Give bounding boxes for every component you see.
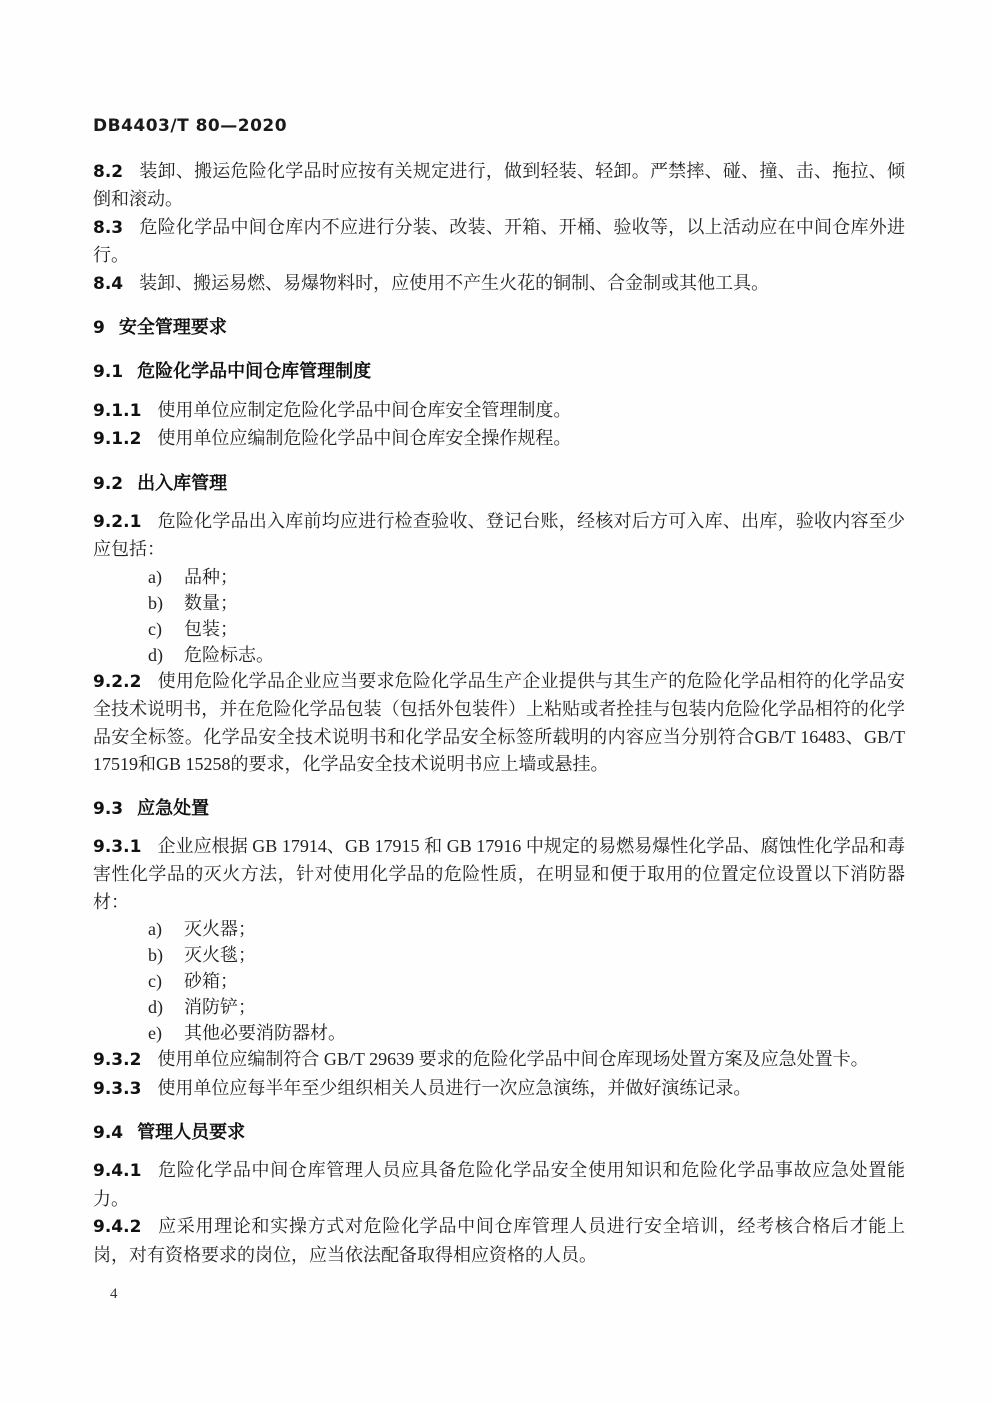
- clause-9-4-2: [93, 1213, 905, 1269]
- clause-9-3-1: [93, 833, 905, 916]
- clause-number: 9.4.2: [93, 1217, 142, 1238]
- page-number: 4: [110, 1286, 118, 1302]
- clause-text: 使用单位应编制符合 GB/T 29639 要求的危险化学品中间仓库现场处置方案及应急处置卡。: [157, 1049, 869, 1070]
- heading-9-2: [93, 470, 905, 498]
- clause-8-4: [93, 270, 905, 298]
- heading-9: [93, 314, 905, 342]
- list-item-label: b): [148, 945, 163, 966]
- heading-text: 管理人员要求: [137, 1121, 246, 1143]
- clause-9-4-1: [93, 1157, 905, 1213]
- list-item-text: 消防铲；: [184, 997, 256, 1018]
- list-item-c: [93, 968, 905, 994]
- list-item-text: 危险标志。: [184, 644, 274, 665]
- list-item-label: d): [148, 997, 163, 1018]
- clause-text: 危险化学品出入库前均应进行检查验收、登记台账，经核对后方可入库、出库，验收内容至少应包括：: [93, 511, 905, 560]
- list-item-label: c): [148, 971, 162, 992]
- clause-number: 9.1.2: [93, 429, 142, 450]
- clause-number: 9.1.1: [93, 400, 142, 421]
- list-item-d: [93, 642, 905, 668]
- clause-text: 使用单位应每半年至少组织相关人员进行一次应急演练，并做好演练记录。: [157, 1077, 752, 1098]
- list-item-label: a): [148, 566, 162, 587]
- clause-8-2: [93, 158, 905, 214]
- list-item-text: 灭火器；: [184, 919, 256, 940]
- list-item-c: [93, 616, 905, 642]
- clause-text: 装卸、搬运危险化学品时应按有关规定进行，做到轻装、轻卸。严禁摔、碰、撞、击、拖拉、倾倒和滚动。: [93, 161, 905, 210]
- list-item-b: [93, 590, 905, 616]
- clause-number: 8.4: [93, 273, 124, 294]
- clause-text: 装卸、搬运易燃、易爆物料时，应使用不产生火花的铜制、合金制或其他工具。: [139, 272, 770, 293]
- clause-number: 9.2.1: [93, 512, 142, 533]
- list-item-text: 包装；: [184, 618, 238, 639]
- clause-number: 9.2.2: [93, 671, 142, 692]
- list-item-text: 其他必要消防器材。: [184, 1023, 346, 1044]
- list-item-b: [93, 942, 905, 968]
- list-item-text: 灭火毯；: [184, 945, 256, 966]
- heading-number: 9.3: [93, 798, 124, 819]
- clause-number: 9.4.1: [93, 1161, 142, 1182]
- list-item-text: 数量；: [184, 592, 238, 613]
- heading-text: 安全管理要求: [118, 317, 227, 339]
- list-item-label: c): [148, 618, 162, 639]
- clause-9-2-1: [93, 508, 905, 564]
- clause-9-1-2: [93, 425, 905, 453]
- list-item-label: b): [148, 592, 163, 613]
- clause-number: 8.2: [93, 162, 124, 182]
- clause-text: 应采用理论和实操方式对危险化学品中间仓库管理人员进行安全培训，经考核合格后才能上岗，对有资格要求的岗位，应当依法配备取得相应资格的人员。: [93, 1216, 905, 1265]
- heading-9-4: [93, 1119, 905, 1147]
- heading-number: 9.1: [93, 362, 124, 383]
- clause-number: 9.3.3: [93, 1078, 142, 1099]
- list-item-text: 砂箱；: [184, 971, 238, 992]
- list-item-a: [93, 916, 905, 942]
- heading-9-3: [93, 795, 905, 823]
- clause-text: 企业应根据 GB 17914、GB 17915 和 GB 17916 中规定的易燃易爆性化学品、腐蚀性化学品和毒害性化学品的灭火方法，针对使用化学品的危险性质，在明显和便于取用的位置定位设置以下消防器材：: [93, 835, 905, 912]
- list-item-text: 品种；: [184, 566, 238, 587]
- clause-text: 危险化学品中间仓库内不应进行分装、改装、开箱、开桶、验收等，以上活动应在中间仓库外进行。: [93, 216, 905, 266]
- clause-9-3-3: [93, 1075, 905, 1103]
- heading-number: 9: [93, 318, 105, 339]
- clause-9-2-2: [93, 668, 905, 779]
- list-item-e: [93, 1020, 905, 1046]
- clause-number: 8.3: [93, 217, 124, 238]
- clause-number: 9.3.1: [93, 836, 142, 857]
- clause-9-3-2: [93, 1046, 905, 1074]
- clause-9-1-1: [93, 397, 905, 425]
- clause-text: 使用单位应制定危险化学品中间仓库安全管理制度。: [157, 399, 572, 420]
- list-item-label: e): [148, 1023, 162, 1044]
- document-header: DB4403/T 80—2020: [93, 116, 288, 136]
- heading-text: 应急处置: [137, 797, 210, 819]
- heading-text: 危险化学品中间仓库管理制度: [137, 361, 372, 383]
- clause-8-3: [93, 214, 905, 270]
- list-item-a: [93, 564, 905, 590]
- heading-text: 出入库管理: [137, 472, 228, 494]
- clause-number: 9.3.2: [93, 1050, 142, 1071]
- list-item-d: [93, 994, 905, 1020]
- list-item-label: d): [148, 644, 163, 665]
- clause-text: 危险化学品中间仓库管理人员应具备危险化学品安全使用知识和危险化学品事故应急处置能力。: [93, 1160, 905, 1209]
- document-body: [93, 158, 905, 1269]
- clause-text: 使用危险化学品企业应当要求危险化学品生产企业提供与其生产的危险化学品相符的化学品安全技术说明书，并在危险化学品包装（包括外包装件）上粘贴或者拴挂与包装内危险化学品相符的化学品安全标签。化学品安全技术说明书和化学品安全标签所载明的内容应当分别符合GB/T 16483、GB/T 17519和GB 15258的要求，化学品安全技术说明书应上墙或悬挂。: [93, 670, 905, 775]
- heading-number: 9.4: [93, 1122, 124, 1143]
- clause-text: 使用单位应编制危险化学品中间仓库安全操作规程。: [157, 428, 572, 449]
- heading-number: 9.2: [93, 473, 124, 494]
- list-item-label: a): [148, 919, 162, 940]
- heading-9-1: [93, 358, 905, 386]
